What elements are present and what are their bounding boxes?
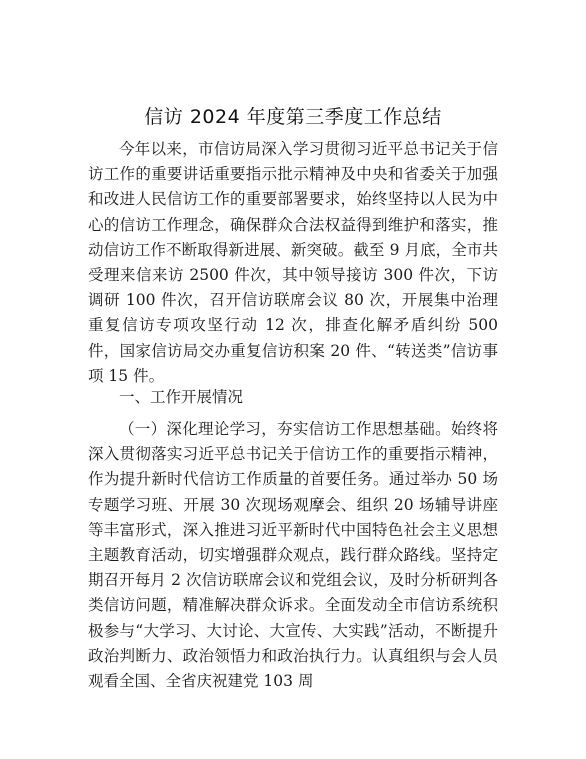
section-heading: 一、工作开展情况	[119, 388, 244, 406]
section-paragraph: （一）深化理论学习，夯实信访工作思想基础。始终将深入贯彻落实习近平总书记关于信访工作的重要指示精神，作为提升新时代信访工作质量的首要任务。通过举办 50 场专题学习班、开展 30 次现场观摩会、组织 20 场辅导讲座等丰富形式，深入推进习近平新时代中国特色社会主义思想主题教育活动，切实增强群众观点，践行群众路线。坚持定期召开每月 2 次信访联席会议和党组会议，及时分析研判各类信访问题，精准解决群众诉求。全面发动全市信访系统积极参与“大学习、大讨论、大宣传、大实践”活动，不断提升政治判断力、政治领悟力和政治执行力。认真组织与会人员观看全国、全省庆祝建党 103 周	[88, 420, 498, 691]
document-title: 信访 2024 年度第三季度工作总结	[144, 106, 442, 128]
intro-paragraph: 今年以来，市信访局深入学习贯彻习近平总书记关于信访工作的重要讲话重要指示批示精神及中央和省委关于加强和改进人民信访工作的重要部署要求，始终坚持以人民为中心的信访工作理念，确保群众合法权益得到维护和落实，推动信访工作不断取得新进展、新突破。截至 9 月底，全市共受理来信来访 2500 件次，其中领导接访 300 件次，下访调研 100 件次，召开信访联席会议 80 次，开展集中治理重复信访专项攻坚行动 12 次，排查化解矛盾纠纷 500 件，国家信访局交办重复信访积案 20 件、“转送类”信访事项 15 件。	[88, 140, 498, 385]
